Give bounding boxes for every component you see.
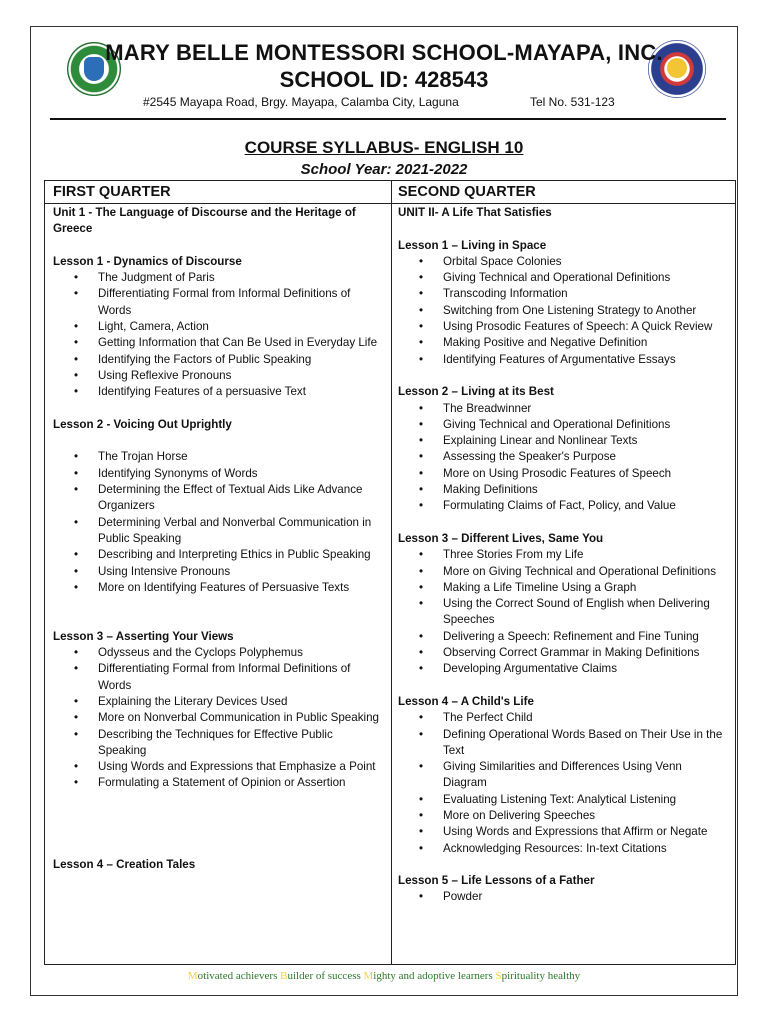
lesson-topic-list <box>398 547 728 677</box>
first-quarter-column <box>53 205 383 873</box>
lesson-title: Lesson 4 – Creation Tales <box>53 857 196 871</box>
lesson-title: Lesson 5 – Life Lessons of a Father <box>398 874 595 888</box>
list-item: • More on Using Prosodic Features of Speech <box>398 466 728 482</box>
lesson-title: Lesson 2 – Living at its Best <box>398 385 554 399</box>
header-row-divider <box>45 203 735 204</box>
list-item: • Formulating a Statement of Opinion or Assertion <box>53 775 383 791</box>
spacer <box>53 824 383 840</box>
list-item: • The Breadwinner <box>398 401 728 417</box>
list-item: • Using Intensive Pronouns <box>53 564 383 580</box>
spacer <box>398 221 728 237</box>
second-quarter-heading: SECOND QUARTER <box>398 184 536 200</box>
list-item: • More on Giving Technical and Operational Definitions <box>398 564 728 580</box>
list-item: • Switching from One Listening Strategy to Another <box>398 303 728 319</box>
motto-initial: M <box>363 970 374 982</box>
spacer <box>53 433 383 449</box>
list-item: • Using Words and Expressions that Affirm or Negate <box>398 824 728 840</box>
spacer <box>53 612 383 628</box>
lesson-topic-list <box>398 889 728 905</box>
motto-initial: M <box>187 970 198 982</box>
list-item: • Developing Argumentative Claims <box>398 661 728 677</box>
school-year: School Year: 2021-2022 <box>300 161 468 178</box>
spacer <box>53 792 383 808</box>
lesson-topic-list <box>398 710 728 857</box>
header-divider <box>50 118 726 120</box>
course-title: COURSE SYLLABUS- ENGLISH 10 <box>244 138 524 157</box>
list-item: • Using Prosodic Features of Speech: A Quick Review <box>398 319 728 335</box>
list-item: • Using Reflexive Pronouns <box>53 368 383 384</box>
lesson-topic-list <box>53 270 383 400</box>
list-item: • Getting Information that Can Be Used in Everyday Life <box>53 335 383 351</box>
second-quarter-column <box>398 205 728 906</box>
spacer <box>398 857 728 873</box>
list-item: • Giving Technical and Operational Definitions <box>398 417 728 433</box>
list-item: • Observing Correct Grammar in Making Definitions <box>398 645 728 661</box>
spacer <box>53 401 383 417</box>
motto-initial: B <box>280 970 288 982</box>
first-quarter-heading: FIRST QUARTER <box>53 184 171 200</box>
list-item: • Identifying the Factors of Public Speaking <box>53 352 383 368</box>
school-id: SCHOOL ID: 428543 <box>279 67 489 92</box>
motto-word: pirituality healthy <box>501 970 581 982</box>
unit-title: Unit 1 - The Language of Discourse and the Heritage of Greece <box>53 206 356 236</box>
list-item: • More on Delivering Speeches <box>398 808 728 824</box>
list-item: • Defining Operational Words Based on Their Use in the Text <box>398 727 728 760</box>
lesson-title: Lesson 1 - Dynamics of Discourse <box>53 254 242 268</box>
lesson-topic-list <box>53 645 383 792</box>
list-item: • The Judgment of Paris <box>53 270 383 286</box>
list-item: • Odysseus and the Cyclops Polyphemus <box>53 645 383 661</box>
list-item: • Giving Similarities and Differences Using Venn Diagram <box>398 759 728 792</box>
motto-word: ighty and adoptive learners <box>373 970 496 982</box>
list-item: • Describing the Techniques for Effective Public Speaking <box>53 727 383 760</box>
list-item: • Differentiating Formal from Informal Definitions of Words <box>53 661 383 694</box>
column-divider <box>391 181 392 964</box>
unit-title: UNIT II- A Life That Satisfies <box>398 206 552 219</box>
motto-initial: S <box>495 970 502 982</box>
list-item: • Powder <box>398 889 728 905</box>
list-item: • Making a Life Timeline Using a Graph <box>398 580 728 596</box>
spacer <box>53 596 383 612</box>
list-item: • Using Words and Expressions that Emphasize a Point <box>53 759 383 775</box>
list-item: • The Perfect Child <box>398 710 728 726</box>
lesson-title: Lesson 4 – A Child's Life <box>398 694 534 708</box>
lesson-title: Lesson 3 – Asserting Your Views <box>53 629 234 643</box>
spacer <box>53 238 383 254</box>
list-item: • More on Identifying Features of Persuasive Texts <box>53 580 383 596</box>
list-item: • Determining the Effect of Textual Aids Like Advance Organizers <box>53 482 383 515</box>
list-item: • Delivering a Speech: Refinement and Fine Tuning <box>398 629 728 645</box>
motto-word: otivated achievers <box>197 970 281 982</box>
list-item: • Identifying Synonyms of Words <box>53 466 383 482</box>
motto-word: uilder of success <box>287 970 364 982</box>
list-item: • Acknowledging Resources: In-text Citations <box>398 841 728 857</box>
footer-motto <box>0 970 768 982</box>
list-item: • Using the Correct Sound of English when Delivering Speeches <box>398 596 728 629</box>
spacer <box>53 808 383 824</box>
list-item: • Identifying Features of Argumentative Essays <box>398 352 728 368</box>
list-item: • Giving Technical and Operational Definitions <box>398 270 728 286</box>
list-item: • Formulating Claims of Fact, Policy, and Value <box>398 498 728 514</box>
list-item: • Three Stories From my Life <box>398 547 728 563</box>
spacer <box>53 841 383 857</box>
list-item: • The Trojan Horse <box>53 449 383 465</box>
lesson-title: Lesson 2 - Voicing Out Uprightly <box>53 417 232 431</box>
list-item: • Determining Verbal and Nonverbal Communication in Public Speaking <box>53 515 383 548</box>
lesson-topic-list <box>53 449 383 596</box>
list-item: • Explaining Linear and Nonlinear Texts <box>398 433 728 449</box>
spacer <box>398 515 728 531</box>
lesson-title: Lesson 1 – Living in Space <box>398 238 547 252</box>
syllabus-table <box>44 180 736 965</box>
list-item: • Transcoding Information <box>398 286 728 302</box>
lesson-topic-list <box>398 254 728 368</box>
list-item: • Differentiating Formal from Informal Definitions of Words <box>53 286 383 319</box>
list-item: • Describing and Interpreting Ethics in Public Speaking <box>53 547 383 563</box>
list-item: • Orbital Space Colonies <box>398 254 728 270</box>
list-item: • Identifying Features of a persuasive Text <box>53 384 383 400</box>
list-item: • Evaluating Listening Text: Analytical Listening <box>398 792 728 808</box>
school-address: #2545 Mayapa Road, Brgy. Mayapa, Calamba City, Laguna <box>143 95 459 109</box>
list-item: • Light, Camera, Action <box>53 319 383 335</box>
list-item: • Explaining the Literary Devices Used <box>53 694 383 710</box>
list-item: • Assessing the Speaker's Purpose <box>398 449 728 465</box>
telephone-number: Tel No. 531-123 <box>530 95 615 109</box>
lesson-topic-list <box>398 401 728 515</box>
school-name: MARY BELLE MONTESSORI SCHOOL-MAYAPA, INC. <box>105 40 663 65</box>
list-item: • Making Positive and Negative Definition <box>398 335 728 351</box>
lesson-title: Lesson 3 – Different Lives, Same You <box>398 531 604 545</box>
spacer <box>398 368 728 384</box>
spacer <box>398 678 728 694</box>
list-item: • Making Definitions <box>398 482 728 498</box>
list-item: • More on Nonverbal Communication in Public Speaking <box>53 710 383 726</box>
